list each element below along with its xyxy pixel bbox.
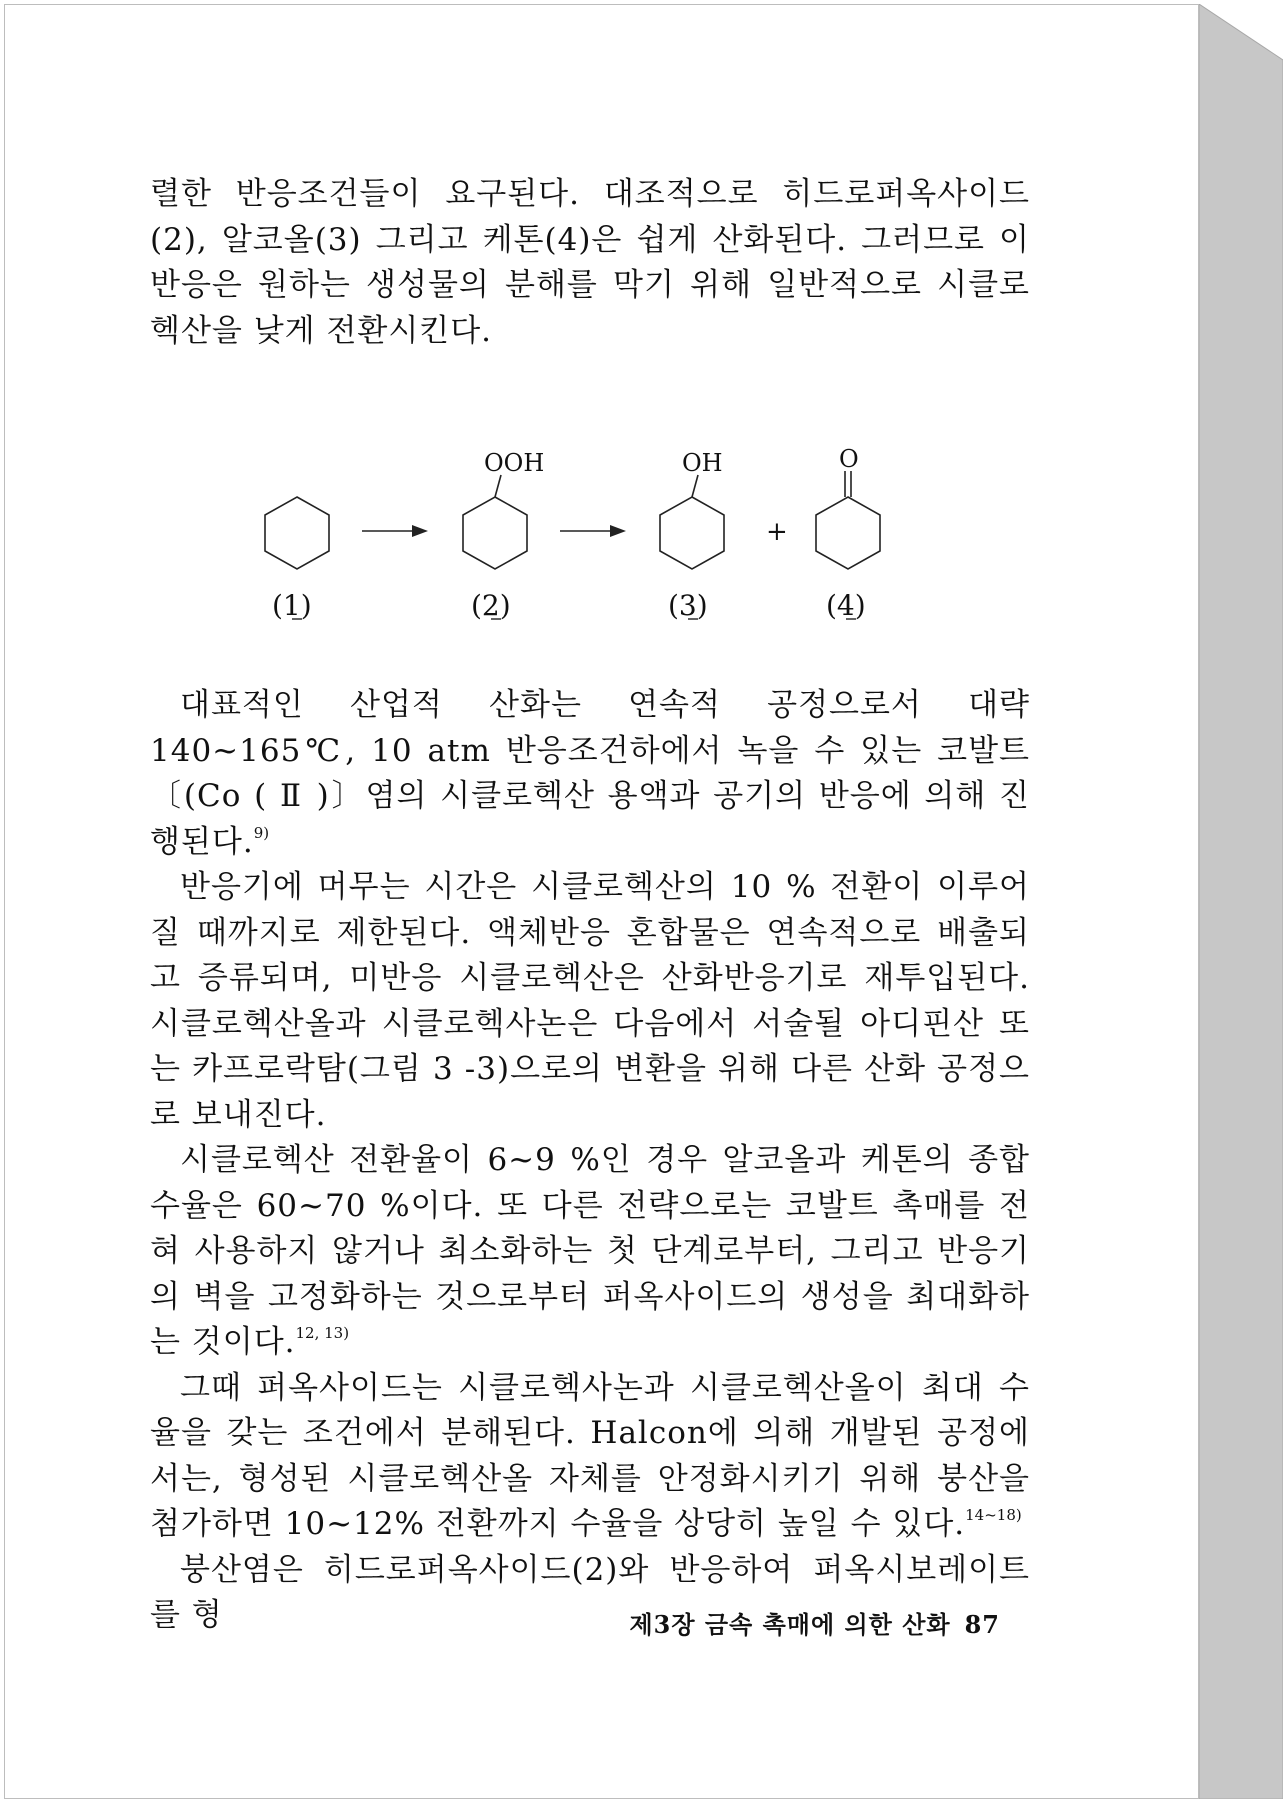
page-number: 87 (964, 1610, 1000, 1639)
page-footer (620, 1605, 1000, 1640)
intro-text: 렬한 반응조건들이 요구된다. 대조적으로 히드로퍼옥사이드(2), 알코올(3) 그리고 케톤(4)은 쉽게 산화된다. 그러므로 이 반응은 원하는 생성물의 분해를 막기 위해 일반적으로 시클로헥산을 낮게 전환시킨다. (150, 176, 1030, 349)
arrow-head (610, 525, 626, 537)
paragraph: 반응기에 머무는 시간은 시클로헥산의 10 % 전환이 이루어질 때까지로 제한된다. 액체반응 혼합물은 연속적으로 배출되고 증류되며, 미반응 시클로헥산은 산화반응기로 재투입된다. 시클로헥산올과 시클로헥사논은 다음에서 서술될 아디핀산 또는 카프로락탐(그림 3 -3)으로의 변환을 위해 다른 산화 공정으로 보내진다. (150, 869, 1030, 1133)
oh-bond (692, 475, 698, 497)
compound-label-4: (4) (826, 589, 866, 622)
ooh-bond (495, 475, 501, 497)
hydroperoxide-ring (463, 497, 527, 569)
plus-sign: + (766, 517, 788, 547)
alcohol-ring (660, 497, 724, 569)
intro-paragraph (150, 172, 1030, 354)
paragraph: 대표적인 산업적 산화는 연속적 공정으로서 대략 140~165℃, 10 atm 반응조건하에서 녹을 수 있는 코발트〔(Co ( Ⅱ )〕염의 시클로헥산 용액과 공기의 반응에 의해 진행된다.$^{9)}$ (150, 687, 1030, 860)
group-o: O (839, 445, 859, 473)
citation: 14~18) (965, 1506, 1022, 1524)
reaction-scheme (240, 435, 900, 625)
group-oh: OH (682, 449, 723, 477)
compound-label-2: (2) (471, 589, 511, 622)
body-text (150, 683, 1030, 1639)
compound-label-3: (3) (668, 589, 708, 622)
group-ooh: OOH (484, 449, 545, 477)
citation: 9) (253, 823, 270, 842)
chapter-title: 제3장 금속 촉매에 의한 산화 (629, 1610, 951, 1639)
cyclohexane-ring (265, 497, 329, 569)
paragraph: 시클로헥산 전환율이 6~9 %인 경우 알코올과 케톤의 종합 수율은 60~70 %이다. 또 다른 전략으로는 코발트 촉매를 전혀 사용하지 않거나 최소화하는 첫 단계로부터, 그리고 반응기의 벽을 고정화하는 것으로부터 퍼옥사이드의 생성을 최대화하는 것이다.$^{12, 13)}$ (150, 1142, 1030, 1360)
book-spine (1199, 4, 1283, 1799)
compound-label-1: (1) (272, 589, 312, 622)
ketone-ring (816, 497, 880, 569)
citation: 12, 13) (295, 1324, 350, 1342)
arrow-head (412, 525, 428, 537)
paragraph: 그때 퍼옥사이드는 시클로헥사논과 시클로헥산올이 최대 수율을 갖는 조건에서 분해된다. Halcon에 의해 개발된 공정에서는, 형성된 시클로헥산올 자체를 안정화시키기 위해 붕산을 첨가하면 10~12% 전환까지 수율을 상당히 높일 수 있다.$^{14\sim 18)}$ (150, 1369, 1030, 1542)
paragraph: 붕산염은 히드로퍼옥사이드(2)와 반응하여 퍼옥시보레이트를 형 (150, 1551, 1030, 1633)
